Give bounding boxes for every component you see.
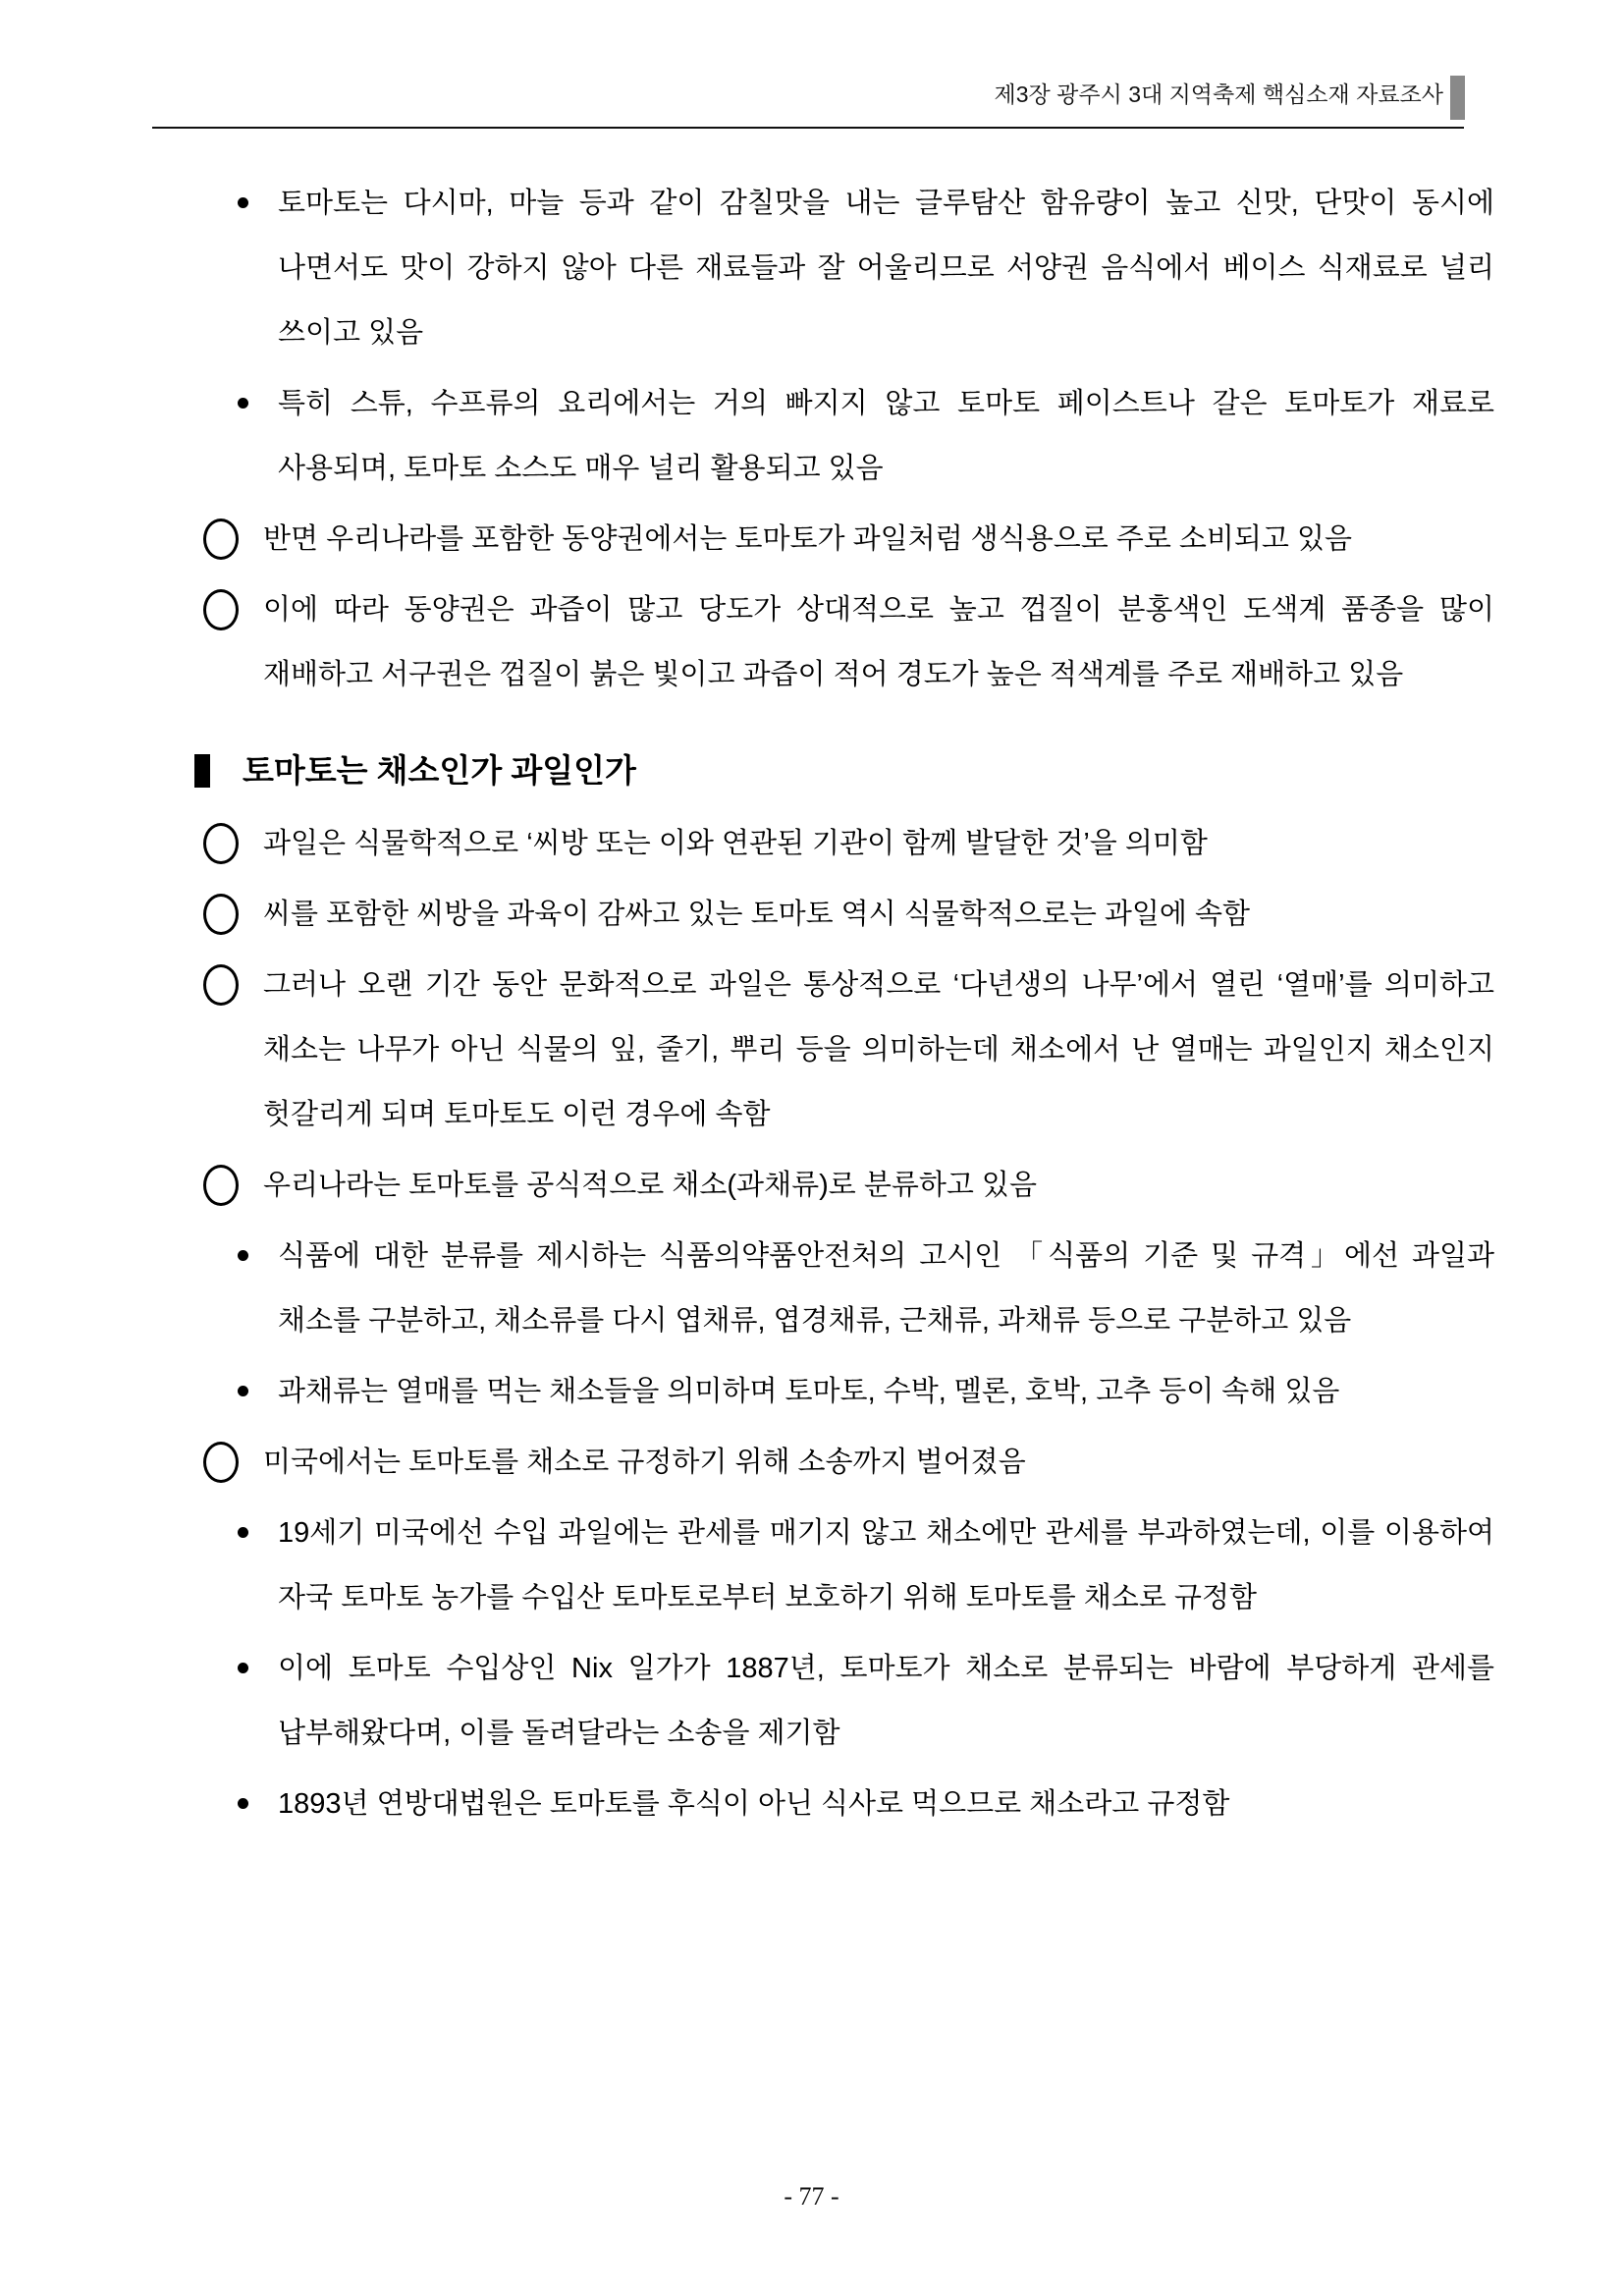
page-number: - 77 - [784, 2182, 839, 2211]
item-text: 과채류는 열매를 먹는 채소들을 의미하며 토마토, 수박, 멜론, 호박, 고추 등이 속해 있음 [278, 1376, 1340, 1407]
circle-bullet-icon [203, 1430, 263, 1483]
item-text: 반면 우리나라를 포함한 동양권에서는 토마토가 과일처럼 생식용으로 주로 소비되고 있음 [263, 523, 1353, 555]
list-item [0, 1359, 1623, 1424]
item-text: 식품에 대한 분류를 제시하는 식품의약품안전처의 고시인 「식품의 기준 및 규격」에선 과일과 채소를 구분하고, 채소류를 다시 엽채류, 엽경채류, 근채류, 과채류 등으로 구분하고 있음 [278, 1240, 1494, 1337]
list-item [0, 1636, 1623, 1766]
item-text: 그러나 오랜 기간 동안 문화적으로 과일은 통상적으로 ‘다년생의 나무’에서 열린 ‘열매’를 의미하고 채소는 나무가 아닌 식물의 잎, 줄기, 뿌리 등을 의미하는데 채소에서 난 열매는 과일인지 채소인지 헛갈리게 되며 토마토도 이런 경우에 속함 [263, 969, 1494, 1130]
item-text: 특히 스튜, 수프류의 요리에서는 거의 빠지지 않고 토마토 페이스트나 갈은 토마토가 재료로 사용되며, 토마토 소스도 매우 널리 활용되고 있음 [278, 388, 1494, 484]
content-list [0, 165, 1623, 1836]
header-accent-bar-icon [1450, 76, 1465, 120]
dot-bullet-icon [238, 1772, 278, 1809]
circle-bullet-icon [203, 953, 263, 1006]
item-text: 우리나라는 토마토를 공식적으로 채소(과채류)로 분류하고 있음 [263, 1170, 1037, 1201]
list-item [0, 577, 1623, 707]
section-heading [0, 740, 1623, 801]
list-item [0, 371, 1623, 501]
list-item [0, 507, 1623, 572]
item-text: 과일은 식물학적으로 ‘씨방 또는 이와 연관된 기관이 함께 발달한 것’을 의미함 [263, 828, 1208, 859]
item-text: 19세기 미국에선 수입 과일에는 관세를 매기지 않고 채소에만 관세를 부과하였는데, 이를 이용하여 자국 토마토 농가를 수입산 토마토로부터 보호하기 위해 토마토를 채소로 규정함 [278, 1517, 1494, 1613]
list-item [0, 1224, 1623, 1353]
section-heading-text: 토마토는 채소인가 과일인가 [243, 752, 636, 789]
item-text: 이에 토마토 수입상인 Nix 일가가 1887년, 토마토가 채소로 분류되는 바람에 부당하게 관세를 납부해왔다며, 이를 돌려달라는 소송을 제기함 [278, 1653, 1494, 1749]
item-text: 이에 따라 동양권은 과즙이 많고 당도가 상대적으로 높고 껍질이 분홍색인 도색계 품종을 많이 재배하고 서구권은 껍질이 붉은 빛이고 과즙이 적어 경도가 높은 적색계를 주로 재배하고 있음 [263, 594, 1494, 690]
list-item [0, 1430, 1623, 1495]
circle-bullet-icon [203, 882, 263, 935]
item-text: 1893년 연방대법원은 토마토를 후식이 아닌 식사로 먹으므로 채소라고 규정함 [278, 1788, 1230, 1820]
dot-bullet-icon [238, 1224, 278, 1261]
dot-bullet-icon [238, 1501, 278, 1538]
list-item [0, 953, 1623, 1147]
item-text: 토마토는 다시마, 마늘 등과 같이 감칠맛을 내는 글루탐산 함유량이 높고 신맛, 단맛이 동시에 나면서도 맛이 강하지 않아 다른 재료들과 잘 어울리므로 서양권 음식에서 베이스 식재료로 널리 쓰이고 있음 [278, 188, 1494, 349]
list-item [0, 1501, 1623, 1630]
circle-bullet-icon [203, 507, 263, 560]
dot-bullet-icon [238, 1636, 278, 1673]
circle-bullet-icon [203, 811, 263, 864]
header-title: 제3장 광주시 3대 지역축제 핵심소재 자료조사 [994, 82, 1443, 107]
circle-bullet-icon [203, 1153, 263, 1206]
dot-bullet-icon [238, 371, 278, 409]
header-rule [152, 127, 1464, 129]
item-text: 씨를 포함한 씨방을 과육이 감싸고 있는 토마토 역시 식물학적으로는 과일에 속함 [263, 899, 1251, 930]
list-item [0, 1153, 1623, 1218]
list-item [0, 882, 1623, 947]
dot-bullet-icon [238, 1359, 278, 1396]
list-item [0, 1772, 1623, 1836]
circle-bullet-icon [203, 577, 263, 630]
list-item [0, 171, 1623, 365]
dot-bullet-icon [238, 171, 278, 208]
list-item [0, 811, 1623, 876]
item-text: 미국에서는 토마토를 채소로 규정하기 위해 소송까지 벌어졌음 [263, 1447, 1026, 1478]
heading-bar-icon [194, 740, 243, 788]
